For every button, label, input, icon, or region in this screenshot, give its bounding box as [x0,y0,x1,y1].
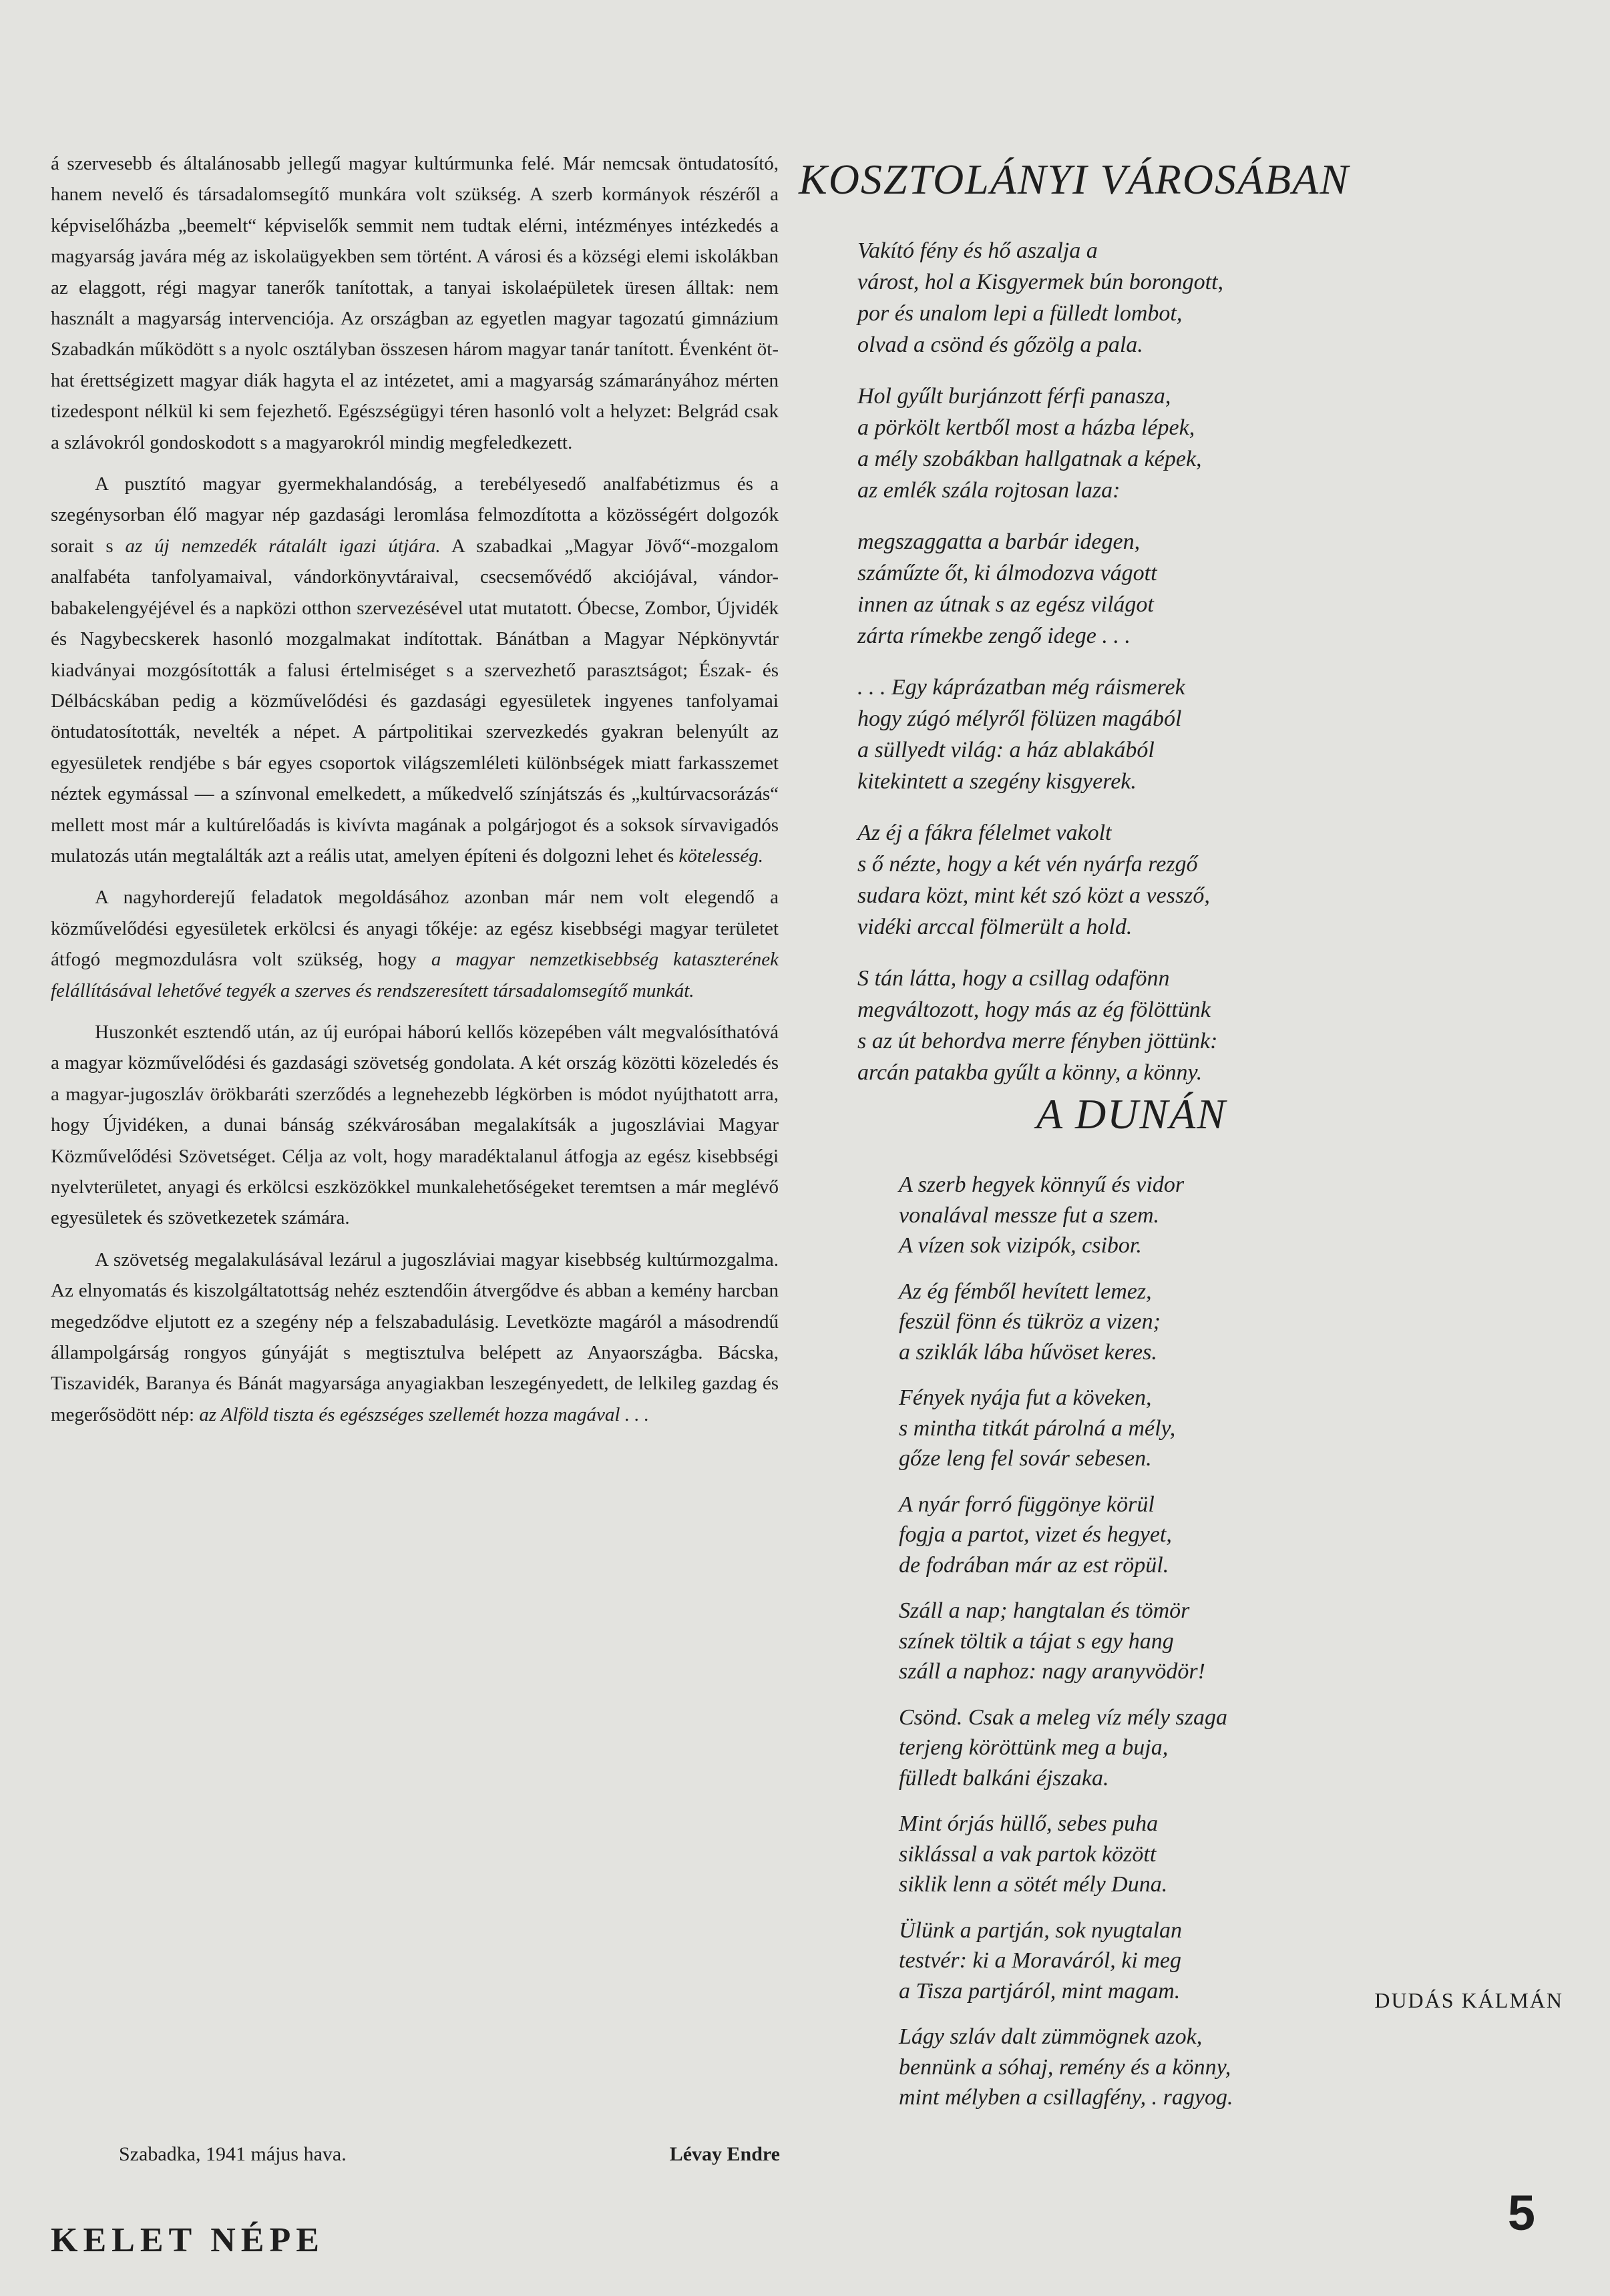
stanza [899,1702,1540,1794]
poem-line: olvad a csönd és gőzölg a pala. [857,332,1143,357]
poem-line: Lágy szláv dalt zümmögnek azok, [899,2024,1203,2049]
poem-line: megváltozott, hogy más az ég fölöttünk [857,997,1211,1022]
stanza [857,235,1539,361]
poem-line: Vakító fény és hő aszalja a [857,238,1098,263]
poem-line: várost, hol a Kisgyermek bún borongott, [857,270,1224,294]
stanza [899,1596,1540,1687]
stanza [899,1489,1540,1581]
poem-line: de fodrában már az est röpül. [899,1552,1169,1578]
poem-line: színek töltik a tájat s egy hang [899,1628,1174,1654]
emphasis: az Alföld tiszta és egészséges szellemét hozza magával . . . [199,1403,649,1425]
stanza [899,1809,1540,1900]
poem-line: fogja a partot, vizet és hegyet, [899,1522,1172,1547]
article-author: Lévay Endre [669,2143,780,2165]
poem-line: feszül fönn és tükröz a vizen; [899,1309,1161,1334]
poem-line: S tán látta, hogy a csillag odafönn [857,966,1170,991]
poem-line: A szerb hegyek könnyű és vidor [899,1172,1185,1197]
poem-line: Száll a nap; hangtalan és tömör [899,1598,1190,1623]
article-paragraph-2: A pusztító magyar gyermekhalandóság, a terebélyesedő analfabétizmus és a szegénysorban élő magyar nép gazdasági leromlása felmozdította a közösségért dolgozók sorait s az új nemzedék rátalált igazi útjára. A szabadkai „Magyar Jövő“-mozgalom analfabéta tanfolyamaival, vándorkönyvtáraival, csecsemővédő akciójával, vándor-babakelengyéjével és a napközi otthon szervezésével utat mutatott. Óbecse, Zombor, Újvidék és Nagybecskerek hasonló mozgalmakat indítottak. Bánátban a Magyar Népkönyvtár kiadványai mozgósították a falusi értelmiséget s a szervezhető parasztságot; Észak- és Délbácskában pedig a közművelődési és gazdasági egyesületek ingyenes tanfolyamai öntudatosították, nevelték a népet. A pártpolitikai szervezkedés gyakran belenyúlt az egyesületek rendjébe s bár egyes csoportok világszemléleti különbségek miatt farkasszemet néztek egymással — a színvonal emelkedett, a műkedvelő színjátszás és „kultúrvacsorázás“ mellett most már a kultúrelőadás is kivívta magának a polgárjogot és a soksok sírvavigadós mulatozás után megtalálták azt a reális utat, amelyen építeni és dolgozni lehet és kötelesség. [51,473,779,867]
stanza [857,963,1539,1088]
poem-line: . . . Egy káprázatban még ráismerek [857,675,1185,700]
poem-line: a Tisza partjáról, mint magam. [899,1978,1181,2004]
poem-line: terjeng köröttünk meg a buja, [899,1735,1169,1760]
poem-line: por és unalom lepi a fülledt lombot, [857,301,1183,326]
article-paragraph-5: A szövetség megalakulásával lezárul a jugoszláviai magyar kisebbség kultúrmozgalma. Az elnyomatás és kiszolgáltatottság nehéz esztendőin átvergődve és abban a kemény harcban megedződve eljutott ez a szegény nép a felszabadulásig. Levetközte magáról a másodrendű állampolgárság rongyos gúnyáját s megtisztulva belépett az Anyaországba. Bácska, Tiszavidék, Baranya és Bánát magyarsága anyagiakban leszegényedett, de lelkileg gazdag és megerősödött nép: az Alföld tiszta és egészséges szellemét hozza magával . . . [51,1248,779,1425]
poem-author: DUDÁS KÁLMÁN [1374,1988,1563,2012]
stanza [899,1383,1540,1474]
poem-line: száműzte őt, ki álmodozva vágott [857,561,1157,586]
stanza [857,526,1539,652]
poem-line: innen az útnak s az egész világot [857,592,1154,617]
emphasis: kötelesség. [678,845,763,867]
poem-line: a sziklák lába hűvöset keres. [899,1339,1157,1365]
poem-line: megszaggatta a barbár idegen, [857,529,1141,554]
place-date: Szabadka, 1941 május hava. [119,2143,347,2165]
page-number: 5 [1507,2185,1535,2241]
poem-line: siklik lenn a sötét mély Duna. [899,1872,1168,1897]
article-paragraph-1: á szervesebb és általánosabb jellegű magyar kultúrmunka felé. Már nemcsak öntudatosító, hanem nevelő és társadalomsegítő munkára volt szükség. A szerb kormányok részéről a képviselőházba „beemelt“ képviselők semmit nem tudtak elérni, intézményes intézkedés a magyarság javára még az iskolaügyekben sem történt. A városi és a községi elemi iskolákban az elaggott, régi magyar tanerők tanítottak, a tanyai iskolaépületek üresen álltak: nem használt a magyarság intervenciója. Az országban az egyetlen magyar tagozatú gimnázium Szabadkán működött s a nyolc osztályban összesen három magyar tanár tanított. Évenként öt-hat érettségizett magyar diák hagyta el az intézetet, ami a magyarság számarányához mérten tizedespont nélkül ki sem fejezhető. Egészségügyi téren hasonló volt a helyzet: Belgrád csak a szlávokról gondoskodott s a magyarokról mindig megfeledkezett. [51,153,779,453]
poem-line: Az éj a fákra félelmet vakolt [857,821,1112,845]
poem-line: száll a naphoz: nagy aranyvödör! [899,1659,1205,1684]
emphasis: az új nemzedék rátalált igazi útjára. [125,535,441,557]
poem-2-body [899,1170,1540,2128]
poem-line: kitekintett a szegény kisgyerek. [857,769,1137,794]
poem-line: mint mélyben a csillagfény, . ragyog. [899,2085,1233,2110]
poem-line: zárta rímekbe zengő idege . . . [857,624,1131,648]
article-paragraph-4: Huszonkét esztendő után, az új európai háború kellős közepében vált megvalósíthatóvá a magyar közművelődési és gazdasági szövetség gondolata. A két ország közötti közeledés és a magyar-jugoszláv örökbaráti szerződés a legnehezebb légkörben is módot nyújthatott arra, hogy Újvidéken, a dunai bánság székvárosában megalakítsák a jugoszláviai Magyar Közművelődési Szövetséget. Célja az volt, hogy maradéktalanul átfogja az egész kisebbségi nyelvterületet, anyagi és erkölcsi eszközökkel munkalehetőségeket teremtsen a már meglévő egyesületek és szövetkezetek számára. [51,1021,779,1229]
poem-line: hogy zúgó mélyről fölüzen magából [857,706,1182,731]
poem-line: Az ég fémből hevített lemez, [899,1279,1152,1304]
stanza [857,672,1539,797]
poem-line: Ülünk a partján, sok nyugtalan [899,1917,1183,1943]
poem-line: Fények nyája fut a köveken, [899,1385,1152,1410]
poem-1-title: KOSZTOLÁNYI VÁROSÁBAN [799,156,1350,203]
poem-2-title: A DUNÁN [1036,1090,1227,1138]
poem-line: gőze leng fel sovár sebesen. [899,1446,1152,1471]
stanza [857,817,1539,943]
poem-line: testvér: ki a Moraváról, ki meg [899,1948,1181,1973]
poem-line: bennünk a sóhaj, remény és a könny, [899,2054,1231,2080]
poem-line: Mint órjás hüllő, sebes puha [899,1811,1159,1836]
poem-1-body [857,235,1539,1108]
poem-line: vonalával messze fut a szem. [899,1202,1160,1228]
stanza [899,1277,1540,1368]
article-column [51,148,779,1441]
stanza [857,381,1539,506]
poem-line: arcán patakba gyűlt a könny, a könny. [857,1060,1203,1085]
poem-line: a süllyedt világ: a ház ablakából [857,738,1155,762]
poem-line: fülledt balkáni éjszaka. [899,1765,1109,1791]
article-signoff [119,2143,780,2176]
poem-line: s mintha titkát párolná a mély, [899,1415,1176,1441]
stanza [899,1170,1540,1261]
poem-line: az emlék szála rojtosan laza: [857,478,1121,503]
stanza [899,2022,1540,2113]
emphasis: a magyar nemzetkisebbség kataszterének felállításával lehetővé tegyék a szerves és rendszeresített társadalomsegítő munkát. [51,949,779,1001]
poem-line: A nyár forró függönye körül [899,1491,1155,1517]
article-paragraph-3: A nagyhorderejű feladatok megoldásához azonban már nem volt elegendő a közművelődési egyesületek erkölcsi és anyagi tőkéje: az egész kisebbségi magyar területet átfogó megmozdulásra volt szükség, hogy a magyar nemzetkisebbség kataszterének felállításával lehetővé tegyék a szerves és rendszeresített társadalomsegítő munkát. [51,887,779,1001]
poem-line: sudara közt, mint két szó közt a vessző, [857,883,1210,908]
poem-line: Csönd. Csak a meleg víz mély szaga [899,1704,1228,1730]
masthead: KELET NÉPE [51,2221,325,2259]
poem-line: vidéki arccal fölmerült a hold. [857,915,1133,939]
poem-line: A vízen sok vizipók, csibor. [899,1233,1142,1258]
poem-line: a mély szobákban hallgatnak a képek, [857,447,1202,471]
poem-line: s az út behordva merre fényben jöttünk: [857,1029,1218,1054]
poem-line: siklással a vak partok között [899,1841,1157,1867]
poem-line: a pörkölt kertből most a házba lépek, [857,415,1195,440]
poem-line: s ő nézte, hogy a két vén nyárfa rezgő [857,852,1198,877]
poem-line: Hol gyűlt burjánzott férfi panasza, [857,384,1171,409]
